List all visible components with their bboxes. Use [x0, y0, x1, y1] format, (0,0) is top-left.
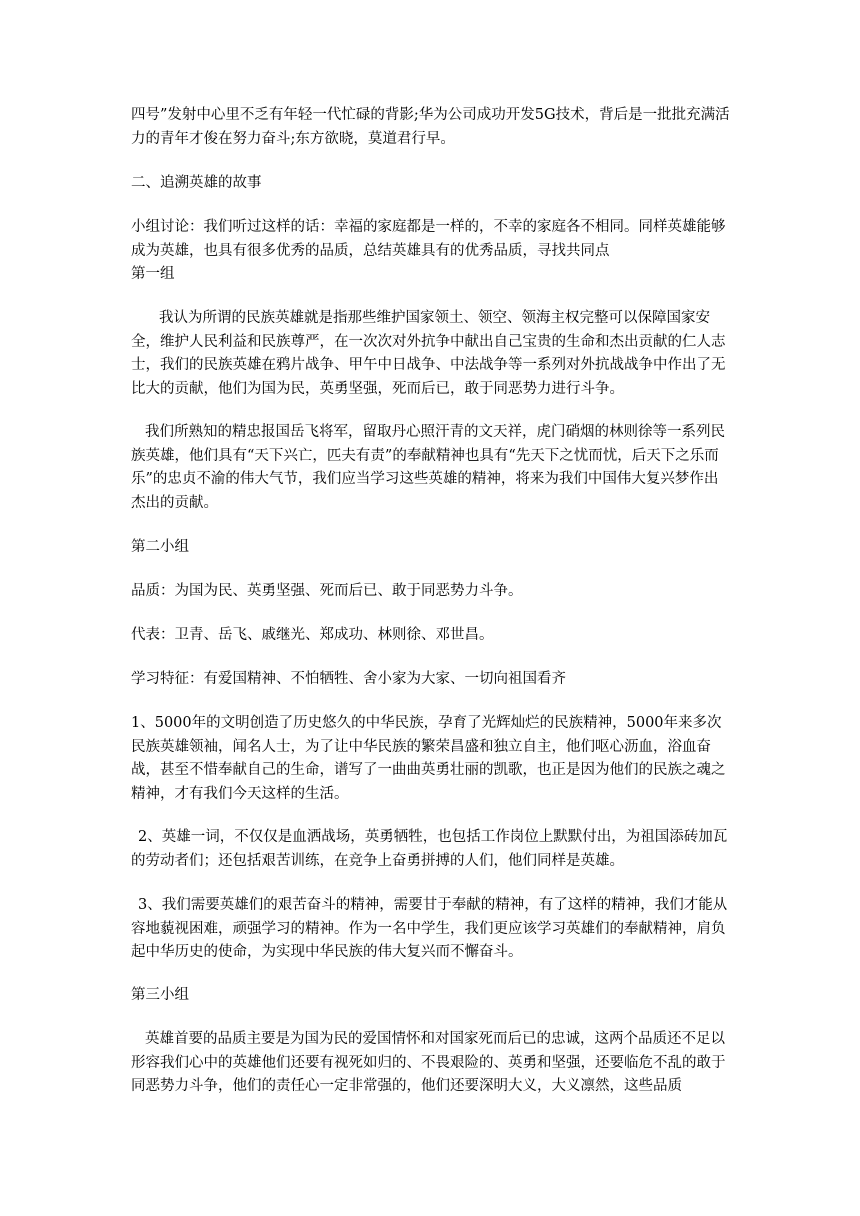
paragraph-group1-a: 我认为所谓的民族英雄就是指那些维护国家领土、领空、领海主权完整可以保障国家安全，维护人民利益和民族尊严，在一次次对外抗争中献出自己宝贵的生命和杰出贡献的仁人志士，我们的民族英雄在鸦片战争、甲午中日战争、中法战争等一系列对外抗战战争中作出了无比大的贡献，他们为国为民，英勇坚强，死而后已，敢于同恶势力进行斗争。: [131, 310, 726, 397]
paragraph-point-2: 2、英雄一词，不仅仅是血洒战场，英勇牺牲，也包括工作岗位上默默付出，为祖国添砖加瓦的劳动者们；还包括艰苦训练，在竞争上奋勇拼搏的人们，他们同样是英雄。: [131, 829, 728, 869]
group-heading-3: 第三小组: [131, 987, 189, 1003]
paragraph-discussion: 小组讨论：我们听过这样的话：幸福的家庭都是一样的，不幸的家庭各不相同。同样英雄能够成为英雄，也具有很多优秀的品质，总结英雄具有的优秀品质，寻找共同点: [131, 219, 726, 259]
group-heading-1: 第一组: [131, 266, 175, 282]
group-heading-2: 第二小组: [131, 539, 189, 555]
paragraph-representatives: 代表：卫青、岳飞、戚继光、郑成功、林则徐、邓世昌。: [131, 627, 494, 643]
paragraph-group1-b: 我们所熟知的精忠报国岳飞将军，留取丹心照汗青的文天祥，虎门硝烟的林则徐等一系列民族英雄，他们具有“天下兴亡，匹夫有责”的奉献精神也具有“先天下之忧而忧，后天下之乐而乐”的忠贞不渝的伟大气节，我们应当学习这些英雄的精神，将来为我们中国伟大复兴梦作出杰出的贡献。: [131, 424, 725, 511]
section-heading: 二、追溯英雄的故事: [131, 175, 262, 191]
paragraph-point-3: 3、我们需要英雄们的艰苦奋斗的精神，需要甘于奉献的精神，有了这样的精神，我们才能从容地藐视困难，顽强学习的精神。作为一名中学生，我们更应该学习英雄们的奉献精神，肩负起中华历史的使命，为实现中华民族的伟大复兴而不懈奋斗。: [131, 897, 728, 960]
paragraph-learning-traits: 学习特征：有爱国精神、不怕牺牲、舍小家为大家、一切向祖国看齐: [131, 671, 566, 687]
paragraph-qualities: 品质：为国为民、英勇坚强、死而后已、敢于同恶势力斗争。: [131, 583, 523, 599]
paragraph-intro-continuation: 四号”发射中心里不乏有年轻一代忙碌的背影;华为公司成功开发5G技术，背后是一批批充满活力的青年才俊在努力奋斗;东方欲晓，莫道君行早。: [131, 107, 730, 147]
paragraph-point-1: 1、5000年的文明创造了历史悠久的中华民族，孕育了光辉灿烂的民族精神，5000年来多次民族英雄领袖，闻名人士，为了让中华民族的繁荣昌盛和独立自主，他们呕心沥血，浴血奋战，甚至不惜奉献自己的生命，谱写了一曲曲英勇壮丽的凯歌，也正是因为他们的民族之魂之精神，才有我们今天这样的生活。: [131, 715, 726, 802]
paragraph-group3: 英雄首要的品质主要是为国为民的爱国情怀和对国家死而后已的忠诚，这两个品质还不足以形容我们心中的英雄他们还要有视死如归的、不畏艰险的、英勇和坚强，还要临危不乱的敢于同恶势力斗争，他们的责任心一定非常强的，他们还要深明大义，大义凛然，这些品质: [131, 1031, 726, 1094]
